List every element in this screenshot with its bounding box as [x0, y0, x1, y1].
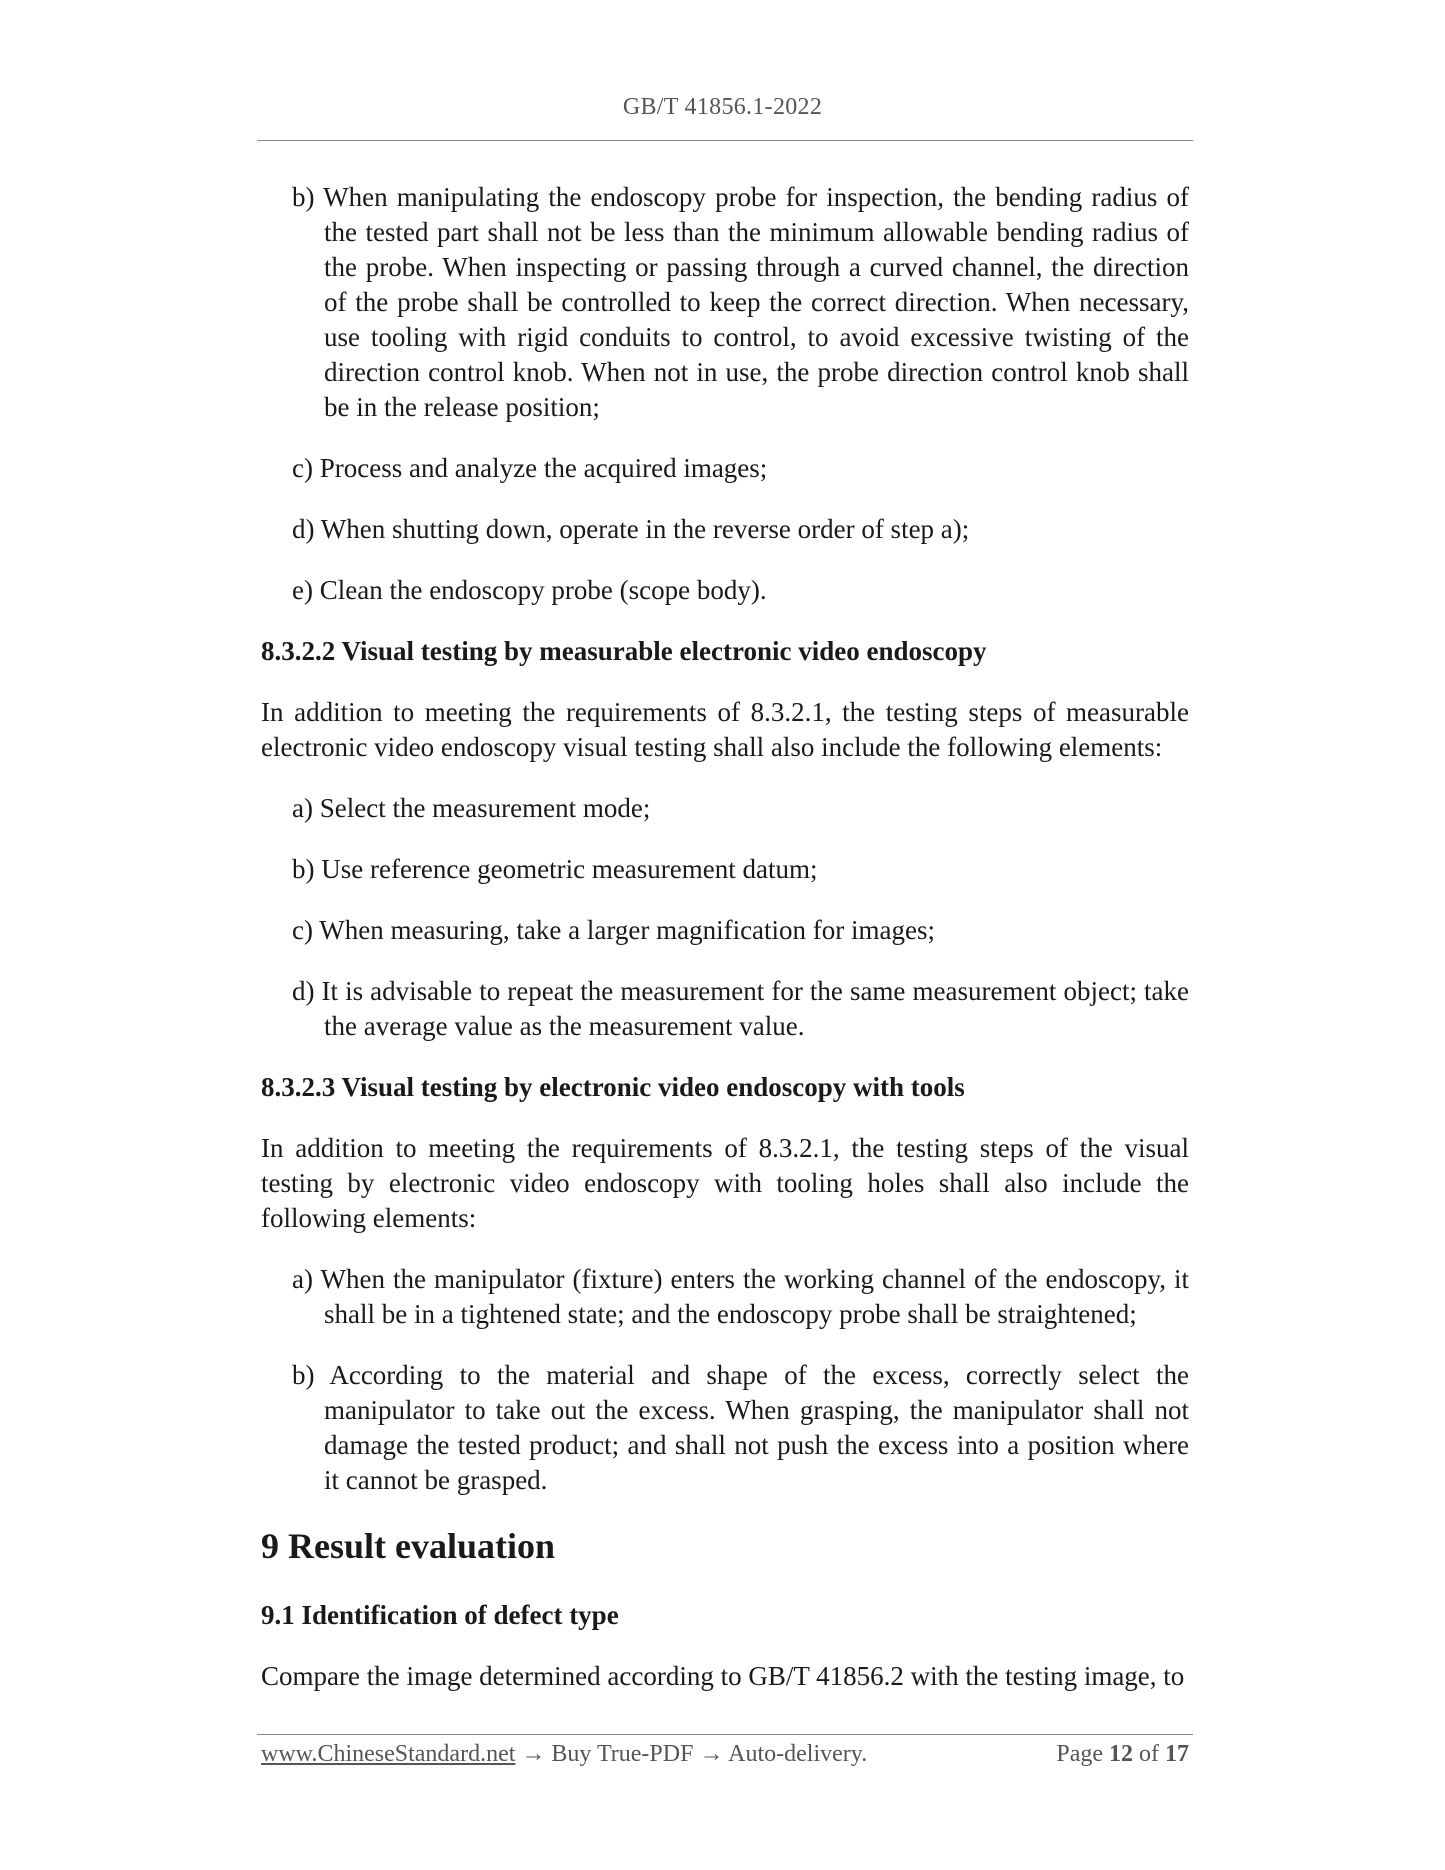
- list-item-d-shutdown: d) When shutting down, operate in the reverse order of step a);: [292, 514, 970, 544]
- page-indicator: [1056, 1736, 1189, 1772]
- footer-left: [261, 1736, 867, 1772]
- arrow-right-icon: →: [699, 1741, 724, 1767]
- section-heading-9-1: 9.1 Identification of defect type: [261, 1600, 619, 1630]
- section-heading-8-3-2-3: 8.3.2.3 Visual testing by electronic video endoscopy with tools: [261, 1072, 965, 1102]
- list-item-d-repeat: d) It is advisable to repeat the measurement for the same measurement object; take the average value as the measurement value.: [292, 976, 1189, 1041]
- list-item-b-probe: b) When manipulating the endoscopy probe for inspection, the bending radius of the tested part shall not be less than the minimum allowable bending radius of the probe. When inspecting or passing through a curved channel, the direction of the probe shall be controlled to keep the correct direction. When necessary, use tooling with rigid conduits to control, to avoid excessive twisting of the direction control knob. When not in use, the probe direction control knob shall be in the release position;: [292, 182, 1189, 422]
- section-heading-9: 9 Result evaluation: [261, 1526, 556, 1566]
- of-label: of: [1139, 1741, 1159, 1767]
- list-item-c-magnification: c) When measuring, take a larger magnification for images;: [292, 915, 936, 945]
- page-total: 17: [1165, 1741, 1189, 1767]
- document-header-id: GB/T 41856.1-2022: [622, 94, 823, 120]
- section-heading-8-3-2-2: 8.3.2.2 Visual testing by measurable electronic video endoscopy: [261, 636, 987, 666]
- page-footer: [261, 1736, 1189, 1772]
- page-number: 12: [1109, 1741, 1133, 1767]
- list-item-b-datum: b) Use reference geometric measurement datum;: [292, 854, 818, 884]
- list-item-a-manipulator: a) When the manipulator (fixture) enters the working channel of the endoscopy, it shall be in a tightened state; and the endoscopy probe shall be straightened;: [292, 1264, 1189, 1329]
- list-item-c-process: c) Process and analyze the acquired images;: [292, 453, 768, 483]
- list-item-b-excess: b) According to the material and shape of the excess, correctly select the manipulator to take out the excess. When grasping, the manipulator shall not damage the tested product; and shall not push the excess into a position where it cannot be grasped.: [292, 1360, 1189, 1495]
- paragraph-8-3-2-3: In addition to meeting the requirements of 8.3.2.1, the testing steps of the visual testing by electronic video endoscopy with tooling holes shall also include the following elements:: [261, 1133, 1189, 1233]
- list-item-e-clean: e) Clean the endoscopy probe (scope body).: [292, 575, 767, 605]
- document-body: [261, 180, 1189, 1720]
- header-rule: [257, 140, 1193, 141]
- footer-delivery-text: Auto-delivery.: [728, 1741, 868, 1767]
- paragraph-8-3-2-2: In addition to meeting the requirements of 8.3.2.1, the testing steps of measurable electronic video endoscopy visual testing shall also include the following elements:: [261, 697, 1189, 762]
- paragraph-9-1: Compare the image determined according to GB/T 41856.2 with the testing image, to: [261, 1661, 1185, 1691]
- page-label: Page: [1056, 1741, 1103, 1767]
- footer-buy-text: Buy True-PDF: [551, 1741, 694, 1767]
- list-item-a-mode: a) Select the measurement mode;: [292, 793, 651, 823]
- footer-rule: [257, 1734, 1193, 1735]
- arrow-right-icon: →: [521, 1741, 546, 1767]
- footer-site-link[interactable]: www.ChineseStandard.net: [261, 1741, 516, 1767]
